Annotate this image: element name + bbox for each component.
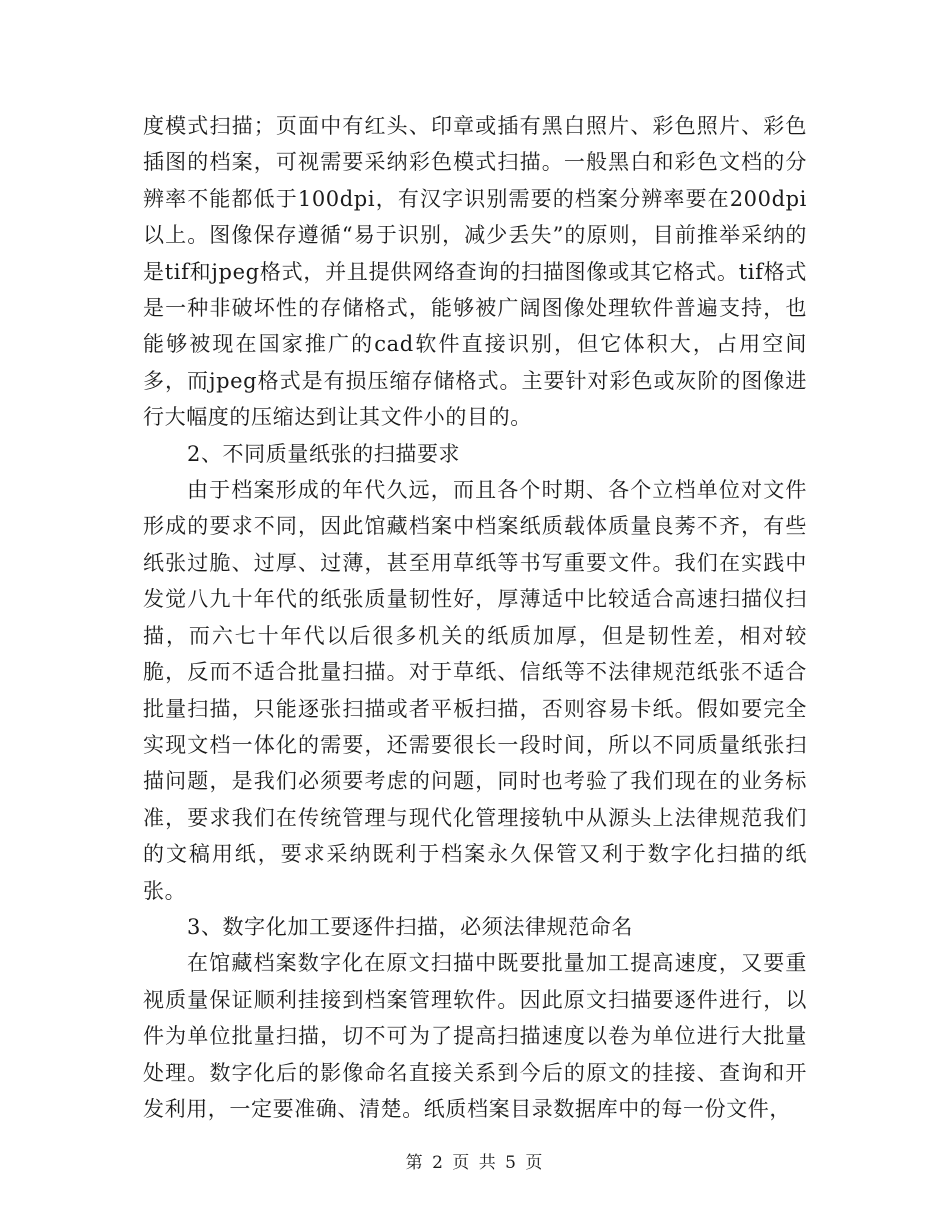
document-body bbox=[143, 108, 807, 1127]
section-heading-3: 3、数字化加工要逐件扫描，必须法律规范命名 bbox=[187, 914, 633, 939]
paragraph-paper-quality: 由于档案形成的年代久远，而且各个时期、各个立档单位对文件形成的要求不同，因此馆藏档案中档案纸质载体质量良莠不齐，有些纸张过脆、过厚、过薄，甚至用草纸等书写重要文件。我们在实践中发觉八九十年代的纸张质量韧性好，厚薄适中比较适合高速扫描仪扫描，而六七十年代以后很多机关的纸质加厚，但是韧性差，相对较脆，反而不适合批量扫描。对于草纸、信纸等不法律规范纸张不适合批量扫描，只能逐张扫描或者平板扫描，否则容易卡纸。假如要完全实现文档一体化的需要，还需要很长一段时间，所以不同质量纸张扫描问题，是我们必须要考虑的问题，同时也考验了我们现在的业务标准，要求我们在传统管理与现代化管理接轨中从源头上法律规范我们的文稿用纸，要求采纳既利于档案永久保管又利于数字化扫描的纸张。 bbox=[143, 478, 807, 903]
paragraph-continuation: 度模式扫描；页面中有红头、印章或插有黑白照片、彩色照片、彩色插图的档案，可视需要采纳彩色模式扫描。一般黑白和彩色文档的分辨率不能都低于100dpi，有汉字识别需要的档案分辨率要在200dpi以上。图像保存遵循“易于识别，减少丢失”的原则，目前推举采纳的是tif和jpeg格式，并且提供网络查询的扫描图像或其它格式。tif格式是一种非破坏性的存储格式，能够被广阔图像处理软件普遍支持，也能够被现在国家推广的cad软件直接识别，但它体积大，占用空间多，而jpeg格式是有损压缩存储格式。主要针对彩色或灰阶的图像进行大幅度的压缩达到让其文件小的目的。 bbox=[143, 114, 807, 430]
page-number-footer: 第 2 页 共 5 页 bbox=[405, 1153, 545, 1173]
paragraph-scan-naming: 在馆藏档案数字化在原文扫描中既要批量加工提高速度，又要重视质量保证顺利挂接到档案管理软件。因此原文扫描要逐件进行，以件为单位批量扫描，切不可为了提高扫描速度以卷为单位进行大批量处理。数字化后的影像命名直接关系到今后的原文的挂接、查询和开发利用，一定要准确、清楚。纸质档案目录数据库中的每一份文件， bbox=[143, 951, 807, 1121]
section-heading-2: 2、不同质量纸张的扫描要求 bbox=[187, 441, 461, 466]
